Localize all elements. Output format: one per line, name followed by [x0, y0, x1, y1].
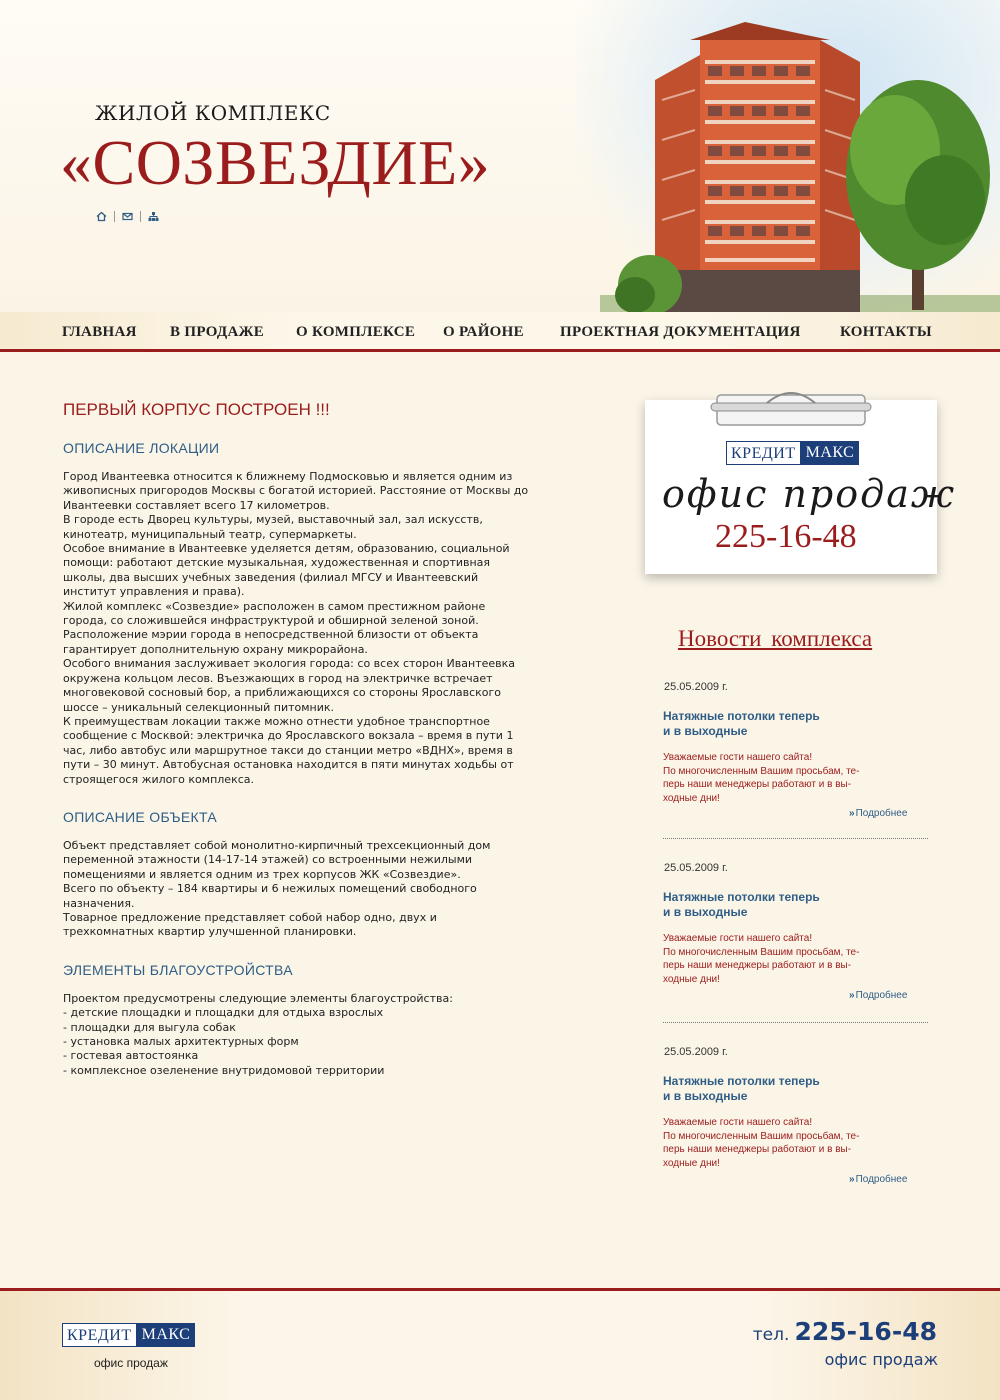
news-more-link[interactable]: »Подробнее: [849, 808, 908, 819]
footer-phone: [753, 1317, 937, 1346]
double-chevron-icon: »: [849, 990, 855, 1001]
news-title[interactable]: Новости комплекса: [678, 626, 873, 651]
footer-phone-number: 225-16-48: [794, 1317, 937, 1346]
site-title: «СОЗВЕЗДИЕ»: [60, 127, 491, 198]
news-item: [663, 681, 928, 805]
section-title-location: ОПИСАНИЕ ЛОКАЦИИ: [63, 440, 220, 456]
section-text-object: Объект представляет собой монолитно-кирпичный трехсекционный дом переменной этажности (14-17-14 этажей) со встроенными нежилыми помещениями и является одним из трех корпусов ЖК «Созвездие». Всего по объекту – 184 квартиры и 6 нежилых помещений свободного назначения. Товарное предложение представляет собой набор одно, двух и трехкомнатных квартир улучшенной планировки.: [63, 838, 491, 939]
icon-separator: [140, 211, 141, 222]
news-text: Уважаемые гости нашего сайта! По многочисленным Вашим просьбам, те- перь наши менеджеры работают и в вы- ходные дни!: [663, 752, 860, 804]
double-chevron-icon: »: [849, 1174, 855, 1185]
news-item: [663, 862, 928, 986]
section-title-amenities: ЭЛЕМЕНТЫ БЛАГОУСТРОЙСТВА: [63, 961, 293, 978]
page-heading: ПЕРВЫЙ КОРПУС ПОСТРОЕН !!!: [63, 400, 330, 419]
news-headline[interactable]: Натяжные потолки теперь и в выходные: [663, 890, 820, 919]
home-icon[interactable]: [96, 211, 107, 222]
main-content: [63, 400, 588, 1100]
news-more-link[interactable]: »Подробнее: [849, 990, 908, 1001]
section-title-object: ОПИСАНИЕ ОБЪЕКТА: [63, 808, 217, 825]
footer-kreditmaks-logo[interactable]: КРЕДИТ МАКС: [62, 1323, 195, 1347]
news-item: [663, 1046, 928, 1170]
news-date: 25.05.2009 г.: [664, 862, 728, 874]
footer-tel-label: тел.: [752, 1325, 790, 1345]
nav-item-about-district[interactable]: О РАЙОНЕ: [443, 324, 524, 340]
news-date: 25.05.2009 г.: [664, 1046, 728, 1058]
news-date: 25.05.2009 г.: [664, 681, 728, 693]
nav-item-project-docs[interactable]: ПРОЕКТНАЯ ДОКУМЕНТАЦИЯ: [560, 324, 801, 340]
mail-icon[interactable]: [122, 211, 133, 222]
double-chevron-icon: »: [849, 808, 855, 819]
news-text: Уважаемые гости нашего сайта! По многочисленным Вашим просьбам, те- перь наши менеджеры работают и в вы- ходные дни!: [663, 1117, 860, 1169]
news-divider: [663, 838, 928, 839]
news-text: Уважаемые гости нашего сайта! По многочисленным Вашим просьбам, те- перь наши менеджеры работают и в вы- ходные дни!: [663, 933, 860, 985]
sitemap-icon[interactable]: [148, 211, 159, 222]
nav-item-contacts[interactable]: КОНТАКТЫ: [840, 324, 932, 340]
footer-office-label-left: офис продаж: [94, 1356, 168, 1370]
site-subtitle: ЖИЛОЙ КОМПЛЕКС: [95, 101, 331, 125]
sales-office-label: офис продаж: [662, 472, 957, 516]
section-text-amenities: Проектом предусмотрены следующие элементы благоустройства: - детские площадки и площадки для отдыха взрослых - площадки для выгула собак - установка малых архитектурных форм - гостевая автостоянка - комплексное озеленение внутридомовой территории: [63, 991, 453, 1077]
news-headline[interactable]: Натяжные потолки теперь и в выходные: [663, 709, 820, 738]
icon-separator: [114, 211, 115, 222]
header-icons: [96, 211, 159, 222]
sales-office-phone: 225-16-48: [715, 518, 857, 555]
section-text-location: Город Ивантеевка относится к ближнему Подмосковью и является одним из живописных пригородов Москвы с богатой историей. Расстояние от Москвы до Ивантеевки составляет всего 17 километров. В городе есть Дворец культуры, музей, выставочный зал, зал искусств, кинотеатр, муниципальный театр, супермаркеты. Особое внимание в Ивантеевке уделяется детям, образованию, социальной помощи: работают детские музыкальная, художественная и спортивная школы, два высших учебных заведения (филиал МГСУ и Ивантеевский институт управления и права). Жилой комплекс «Созвездие» расположен в самом престижном районе города, со сложившейся инфраструктурой и обширной зеленой зоной. Расположение мэрии города в непосредственной близости от объекта гарантирует дополнительную охрану микрорайона. Особого внимания заслуживает экология города: со всех сторон Ивантеевка окружена кольцом лесов. Въезжающих в город на электричке встречает многовековой сосновый бор, а приближающихся со стороны Ярославского шоссе – уникальный селекционный питомник. К преимуществам локации также можно отнести удобное транспортное сообщение с Москвой: электричка до Ярославского вокзала – время в пути 1 час, либо автобус или маршрутное такси до станции метро «ВДНХ», время в пути – 30 минут. Автобусная остановка находится в пяти минутах ходьбы от строящегося жилого комплекса.: [63, 470, 529, 786]
nav-item-about-complex[interactable]: О КОМПЛЕКСЕ: [296, 324, 416, 340]
kreditmaks-logo: КРЕДИТ МАКС: [726, 441, 859, 465]
news-headline[interactable]: Натяжные потолки теперь и в выходные: [663, 1074, 820, 1103]
paper-clip-icon: [707, 385, 875, 429]
news-divider: [663, 1022, 928, 1023]
news-more-link[interactable]: »Подробнее: [849, 1174, 908, 1185]
nav-item-for-sale[interactable]: В ПРОДАЖЕ: [170, 324, 265, 340]
header: [0, 0, 1000, 312]
nav-item-home[interactable]: ГЛАВНАЯ: [62, 324, 137, 340]
nav-divider: [0, 349, 1000, 352]
footer-office-label-right: офис продаж: [824, 1350, 938, 1369]
